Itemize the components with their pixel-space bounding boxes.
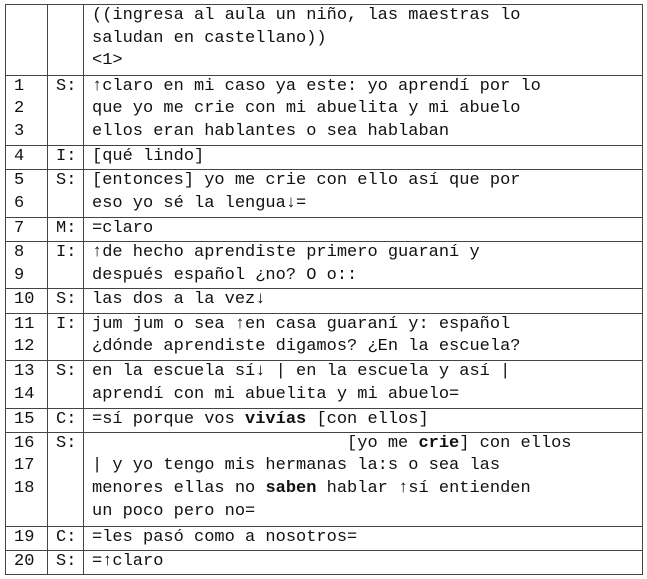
utterance-line	[92, 384, 642, 407]
utterance-line	[92, 121, 642, 144]
utterance	[84, 408, 643, 432]
utterance	[84, 146, 643, 170]
transcript-row	[6, 408, 643, 432]
line-number: 11 12	[6, 313, 48, 360]
speaker-label: S:	[48, 361, 84, 408]
utterance-line	[92, 527, 642, 550]
utterance-line	[92, 5, 642, 28]
emphasized-word: crie	[418, 433, 460, 453]
utterance-text: eso yo sé la lengua↓=	[92, 194, 307, 214]
utterance	[84, 289, 643, 313]
utterance-text: ¿dónde aprendiste digamos? ¿En la escuela?	[92, 337, 521, 357]
utterance-line	[92, 242, 642, 265]
utterance-line	[92, 146, 642, 169]
transcript-row	[6, 550, 643, 574]
transcript-row	[6, 242, 643, 289]
speaker-label: S:	[48, 432, 84, 526]
utterance-text: =↑claro	[92, 551, 164, 571]
line-number	[6, 5, 48, 76]
transcript-row	[6, 75, 643, 146]
utterance-text: que yo me crie con mi abuelita y mi abuelo	[92, 99, 521, 119]
utterance-text: =les pasó como a nosotros=	[92, 527, 358, 547]
utterance-text: =claro	[92, 218, 154, 238]
speaker-label: M:	[48, 217, 84, 241]
utterance-text: | y yo tengo mis hermanas la:s o sea las	[92, 456, 501, 476]
transcript-row	[6, 361, 643, 408]
utterance-text: ] con ellos	[459, 433, 572, 453]
speaker-label	[48, 5, 84, 76]
utterance-line	[92, 314, 642, 337]
utterance-line	[92, 409, 642, 432]
utterance-text: [con ellos]	[306, 409, 429, 429]
utterance-text: ellos eran hablantes o sea hablaban	[92, 121, 450, 141]
utterance-text: =sí porque vos	[92, 409, 246, 429]
utterance	[84, 170, 643, 217]
speaker-label: I:	[48, 242, 84, 289]
emphasized-word: vivías	[245, 409, 307, 429]
transcript-body	[6, 5, 643, 575]
speaker-label: S:	[48, 170, 84, 217]
line-number: 19	[6, 526, 48, 550]
utterance-text: [qué lindo]	[92, 147, 205, 167]
utterance-text: ((ingresa al aula un niño, las maestras lo	[92, 6, 521, 25]
line-number: 4	[6, 146, 48, 170]
transcript-row	[6, 170, 643, 217]
line-number: 1 2 3	[6, 75, 48, 146]
utterance-line	[92, 336, 642, 359]
utterance-line	[92, 193, 642, 216]
utterance-line	[92, 218, 642, 241]
utterance-line	[92, 501, 642, 524]
utterance-text: aprendí con mi abuelita y mi abuelo=	[92, 384, 460, 404]
emphasized-word: saben	[265, 479, 317, 499]
speaker-label: S:	[48, 75, 84, 146]
transcript-row	[6, 526, 643, 550]
speaker-label: I:	[48, 146, 84, 170]
utterance	[84, 217, 643, 241]
utterance-line	[92, 478, 642, 501]
utterance-line	[92, 361, 642, 384]
speaker-label: C:	[48, 408, 84, 432]
utterance	[84, 526, 643, 550]
utterance-line	[92, 170, 642, 193]
utterance	[84, 75, 643, 146]
utterance-text: un poco pero no=	[92, 501, 256, 521]
speaker-label: I:	[48, 313, 84, 360]
utterance-text: [yo me	[92, 433, 419, 453]
transcript-row	[6, 146, 643, 170]
transcript-row	[6, 313, 643, 360]
utterance	[84, 550, 643, 574]
utterance-text: hablar ↑sí entienden	[316, 479, 531, 499]
utterance-line	[92, 551, 642, 574]
transcript-row	[6, 289, 643, 313]
line-number: 10	[6, 289, 48, 313]
utterance-text: ↑claro en mi caso ya este: yo aprendí por lo	[92, 76, 541, 96]
line-number: 5 6	[6, 170, 48, 217]
line-number: 15	[6, 408, 48, 432]
utterance	[84, 242, 643, 289]
utterance-text: ↑de hecho aprendiste primero guaraní y	[92, 243, 480, 263]
utterance-line	[92, 50, 642, 73]
utterance-line	[92, 455, 642, 478]
transcript-row	[6, 217, 643, 241]
utterance	[84, 5, 643, 76]
utterance-line	[92, 265, 642, 288]
utterance-text: menores ellas no	[92, 479, 266, 499]
line-number: 20	[6, 550, 48, 574]
utterance-text: en la escuela sí↓ | en la escuela y así |	[92, 362, 511, 382]
speaker-label: C:	[48, 526, 84, 550]
utterance-text: saludan en castellano))	[92, 28, 327, 48]
line-number: 16 17 18	[6, 432, 48, 526]
transcript-table	[5, 4, 643, 575]
utterance-text: jum jum o sea ↑en casa guaraní y: español	[92, 314, 511, 334]
line-number: 7	[6, 217, 48, 241]
transcript-row	[6, 5, 643, 76]
utterance-line	[92, 289, 642, 312]
line-number: 8 9	[6, 242, 48, 289]
utterance-line	[92, 28, 642, 51]
utterance	[84, 361, 643, 408]
transcript-row	[6, 432, 643, 526]
speaker-label: S:	[48, 289, 84, 313]
utterance-text: <1>	[92, 51, 123, 71]
utterance-line	[92, 76, 642, 99]
utterance	[84, 432, 643, 526]
utterance-text: [entonces] yo me crie con ello así que por	[92, 171, 521, 191]
line-number: 13 14	[6, 361, 48, 408]
utterance	[84, 313, 643, 360]
utterance-text: después español ¿no? O o::	[92, 265, 358, 285]
speaker-label: S:	[48, 550, 84, 574]
utterance-line	[92, 433, 642, 456]
utterance-line	[92, 98, 642, 121]
utterance-text: las dos a la vez↓	[92, 290, 266, 310]
